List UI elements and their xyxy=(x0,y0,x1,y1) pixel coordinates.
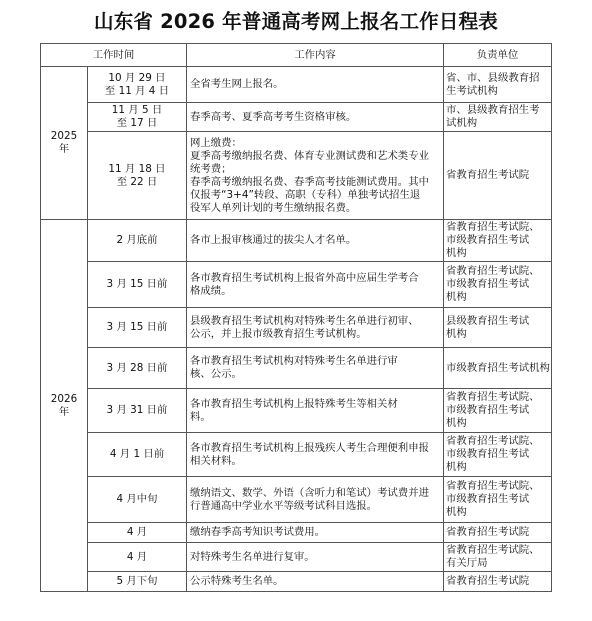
unit-cell xyxy=(444,132,552,220)
unit-cell xyxy=(444,543,552,572)
time-cell xyxy=(88,132,187,220)
cell-line: 役军人单列计划的考生缴纳报名费。 xyxy=(190,201,357,214)
cell-line: 11 月 18 日 xyxy=(108,162,166,175)
time-cell xyxy=(88,348,187,389)
cell-line: 对特殊考生名单进行复审。 xyxy=(190,550,315,563)
cell-line: 核、公示。 xyxy=(190,368,242,380)
cell-line: 省教育招生考试院 xyxy=(446,526,530,538)
cell-line: 省教育招生考试院、 xyxy=(446,435,540,447)
cell-line: 各市教育招生考试机构上报残疾人考生合理便利申报 xyxy=(190,441,429,454)
cell-line: 行普通高中学业水平等级考试科目选报。 xyxy=(190,499,378,512)
cell-line: 机构 xyxy=(446,417,467,429)
page-title: 山东省 2026 年普通高考网上报名工作日程表 xyxy=(94,10,498,33)
cell-line: 省教育招生考试院、 xyxy=(446,221,540,233)
content-cell xyxy=(187,348,444,389)
cell-line: 各市教育招生考试机构上报特殊考生等相关材 xyxy=(190,397,398,410)
cell-line: 春季高考、夏季高考考生资格审核。 xyxy=(190,110,357,123)
cell-line: 省教育招生考试院、 xyxy=(446,391,540,403)
unit-cell xyxy=(444,308,552,348)
unit-cell xyxy=(444,348,552,389)
header-content: 工作内容 xyxy=(187,44,444,67)
unit-cell xyxy=(444,67,552,103)
cell-line: 4 月 xyxy=(126,526,148,538)
time-cell xyxy=(88,523,187,543)
content-cell xyxy=(187,132,444,220)
table-row xyxy=(41,348,552,389)
table-row xyxy=(41,308,552,348)
schedule-table xyxy=(40,43,552,592)
time-cell xyxy=(88,389,187,433)
table-header-row xyxy=(41,44,552,67)
time-cell xyxy=(88,103,187,132)
cell-line: 4 月 1 日前 xyxy=(109,448,165,460)
table-row xyxy=(41,523,552,543)
cell-line: 相关材料。 xyxy=(190,454,242,467)
content-cell xyxy=(187,572,444,592)
unit-cell xyxy=(444,389,552,433)
cell-line: 市级教育招生考试机构 xyxy=(446,361,550,374)
time-cell xyxy=(88,543,187,572)
cell-line: 机构 xyxy=(446,247,467,259)
unit-cell xyxy=(444,523,552,543)
cell-line: 省教育招生考试院 xyxy=(446,169,530,181)
cell-line: 仅报考“3+4”转段、高职（专科）单独考试招生退 xyxy=(190,188,421,201)
cell-line: 有关厅局 xyxy=(446,557,488,569)
table-row xyxy=(41,433,552,477)
year-cell: 2025 年 xyxy=(41,67,88,220)
cell-line: 公示特殊考生名单。 xyxy=(190,575,284,587)
year-cell: 2026 年 xyxy=(41,220,88,592)
cell-line: 省教育招生考试院、 xyxy=(446,544,540,556)
cell-line: 至 22 日 xyxy=(116,175,158,188)
content-cell xyxy=(187,220,444,262)
content-cell xyxy=(187,308,444,348)
cell-line: 试机构 xyxy=(446,117,478,129)
cell-line: 机构 xyxy=(446,327,467,340)
header-time: 工作时间 xyxy=(41,44,187,67)
unit-cell xyxy=(444,103,552,132)
content-cell xyxy=(187,262,444,308)
cell-line: 夏季高考缴纳报名费、体育专业测试费和艺术类专业 xyxy=(190,149,429,162)
table-row xyxy=(41,389,552,433)
cell-line: 缴纳语文、数学、外语（含听力和笔试）考试费并进 xyxy=(190,486,429,499)
table-row xyxy=(41,477,552,523)
cell-line: 春季高考缴纳报名费、春季高考技能测试费用。其中 xyxy=(190,175,429,188)
cell-line: 县级教育招生考试 xyxy=(446,314,530,327)
cell-line: 至 17 日 xyxy=(116,117,158,129)
cell-line: 格成绩。 xyxy=(190,284,232,297)
cell-line: 全省考生网上报名。 xyxy=(190,78,284,90)
content-cell xyxy=(187,543,444,572)
cell-line: 统考费； xyxy=(190,162,232,175)
cell-line: 机构 xyxy=(446,461,467,473)
cell-line: 市级教育招生考试 xyxy=(446,493,530,505)
cell-line: 市级教育招生考试 xyxy=(446,448,530,460)
time-cell xyxy=(88,262,187,308)
cell-line: 各市教育招生考试机构上报省外高中应届生学考合 xyxy=(190,271,419,284)
cell-line: 至 11 月 4 日 xyxy=(104,84,170,97)
cell-line: 10 月 29 日 xyxy=(108,71,166,84)
cell-line: 市、县级教育招生考 xyxy=(446,104,540,116)
cell-line: 料。 xyxy=(190,410,211,423)
unit-cell xyxy=(444,262,552,308)
table-row xyxy=(41,103,552,132)
cell-line: 各市教育招生考试机构对特殊考生名单进行审 xyxy=(190,355,398,367)
unit-cell xyxy=(444,433,552,477)
cell-line: 11 月 5 日 xyxy=(111,104,163,116)
cell-line: 省教育招生考试院、 xyxy=(446,265,540,277)
cell-line: 省教育招生考试院 xyxy=(446,575,530,587)
content-cell xyxy=(187,67,444,103)
time-cell xyxy=(88,220,187,262)
cell-line: 3 月 31 日前 xyxy=(106,404,168,416)
table-row xyxy=(41,132,552,220)
time-cell xyxy=(88,67,187,103)
cell-line: 公示，并上报市级教育招生考试机构。 xyxy=(190,327,367,340)
unit-cell xyxy=(444,477,552,523)
cell-line: 机构 xyxy=(446,291,467,303)
cell-line: 3 月 15 日前 xyxy=(106,321,168,333)
unit-cell xyxy=(444,220,552,262)
cell-line: 4 月中旬 xyxy=(116,493,158,505)
table-row xyxy=(41,67,552,103)
table-row xyxy=(41,543,552,572)
cell-line: 5 月下旬 xyxy=(116,575,158,587)
unit-cell xyxy=(444,572,552,592)
cell-line: 3 月 15 日前 xyxy=(106,278,168,290)
cell-line: 市级教育招生考试 xyxy=(446,278,530,290)
content-cell xyxy=(187,477,444,523)
time-cell xyxy=(88,433,187,477)
cell-line: 机构 xyxy=(446,506,467,518)
table-row xyxy=(41,572,552,592)
table-row xyxy=(41,262,552,308)
cell-line: 省、市、县级教育招 xyxy=(446,71,540,84)
table-row xyxy=(41,220,552,262)
cell-line: 3 月 28 日前 xyxy=(106,361,168,374)
cell-line: 网上缴费： xyxy=(190,136,242,149)
cell-line: 生考试机构 xyxy=(446,84,498,97)
content-cell xyxy=(187,433,444,477)
content-cell xyxy=(187,523,444,543)
cell-line: 县级教育招生考试机构对特殊考生名单进行初审、 xyxy=(190,314,419,327)
content-cell xyxy=(187,389,444,433)
time-cell xyxy=(88,308,187,348)
cell-line: 市级教育招生考试 xyxy=(446,234,530,246)
cell-line: 市级教育招生考试 xyxy=(446,404,530,416)
cell-line: 缴纳春季高考知识考试费用。 xyxy=(190,526,326,538)
cell-line: 2 月底前 xyxy=(116,234,158,246)
cell-line: 各市上报审核通过的拔尖人才名单。 xyxy=(190,234,357,246)
content-cell xyxy=(187,103,444,132)
cell-line: 4 月 xyxy=(126,550,148,563)
time-cell xyxy=(88,572,187,592)
header-unit: 负责单位 xyxy=(444,44,552,67)
time-cell xyxy=(88,477,187,523)
cell-line: 省教育招生考试院、 xyxy=(446,480,540,492)
